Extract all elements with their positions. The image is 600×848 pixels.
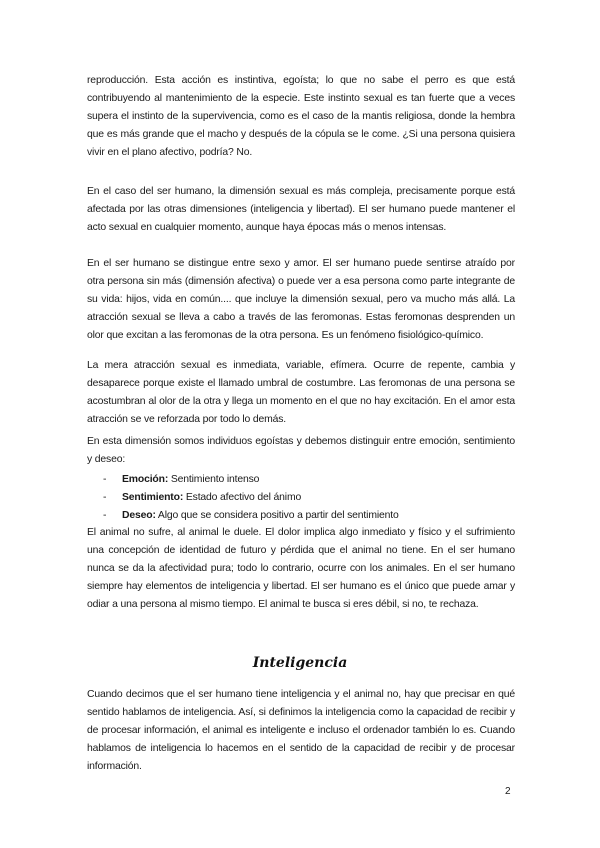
paragraph-4: La mera atracción sexual es inmediata, variable, efímera. Ocurre de repente, cambia y desaparece porque existe el llamado umbral de costumbre. Las feromonas de una persona se acostumbran al olor de la otra y llega un momento en el que no hay excitación. En el amor esta atracción se ve reforzada por todo lo demás. <box>87 360 515 425</box>
paragraph-6: El animal no sufre, al animal le duele. El dolor implica algo inmediato y físico y el sufrimiento una concepción de identidad de futuro y pérdida que el animal no tiene. En el ser humano nunca se da la afectividad pura; todo lo contrario, ocurre con los animales. En el ser humano siempre hay elementos de inteligencia y libertad. El ser humano es el único que puede amar y odiar a una persona al mismo tiempo. El animal te busca si eres débil, si no, te rechaza. <box>87 527 515 610</box>
definition-list <box>103 471 503 525</box>
page-number: 2 <box>505 786 511 797</box>
paragraph-3: En el ser humano se distingue entre sexo y amor. El ser humano puede sentirse atraído por otra persona sin más (dimensión afectiva) o puede ver a esa persona como parte integrante de su vida: hijos, vida en común.... que incluye la dimensión sexual, pero va mucho más allá. La atracción sexual se lleva a cabo a través de las feromonas. Estas feromonas desprenden un olor que excitan a las feromonas de la otra persona. Es un fenómeno fisiológico-químico. <box>87 258 515 341</box>
list-item: - Emoción: Sentimiento intenso <box>103 474 260 485</box>
paragraph-2: En el caso del ser humano, la dimensión sexual es más compleja, precisamente porque está afectada por las otras dimensiones (inteligencia y libertad). El ser humano puede mantener el acto sexual en cualquier momento, aunque haya épocas más o menos intensas. <box>87 186 515 233</box>
paragraph-7: Cuando decimos que el ser humano tiene inteligencia y el animal no, hay que precisar en qué sentido hablamos de inteligencia. Así, si definimos la inteligencia como la capacidad de recibir y de procesar información, el animal es inteligente e incluso el ordenador también lo es. Cuando hablamos de inteligencia lo hacemos en el sentido de la capacidad de recibir y de procesar información. <box>87 689 515 772</box>
section-heading: Inteligencia <box>252 655 348 671</box>
paragraph-5: En esta dimensión somos individuos egoístas y debemos distinguir entre emoción, sentimiento y deseo: <box>87 436 515 465</box>
list-item: - Sentimiento: Estado afectivo del ánimo <box>103 492 302 503</box>
list-item: - Deseo: Algo que se considera positivo a partir del sentimiento <box>103 510 399 521</box>
paragraph-1: reproducción. Esta acción es instintiva, egoísta; lo que no sabe el perro es que está contribuyendo al mantenimiento de la especie. Este instinto sexual es tan fuerte que a veces supera el instinto de la supervivencia, como es el caso de la mantis religiosa, donde la hembra que es más grande que el macho y después de la cópula se le come. ¿Si una persona quisiera vivir en el plano afectivo, podría? No. <box>87 75 515 158</box>
